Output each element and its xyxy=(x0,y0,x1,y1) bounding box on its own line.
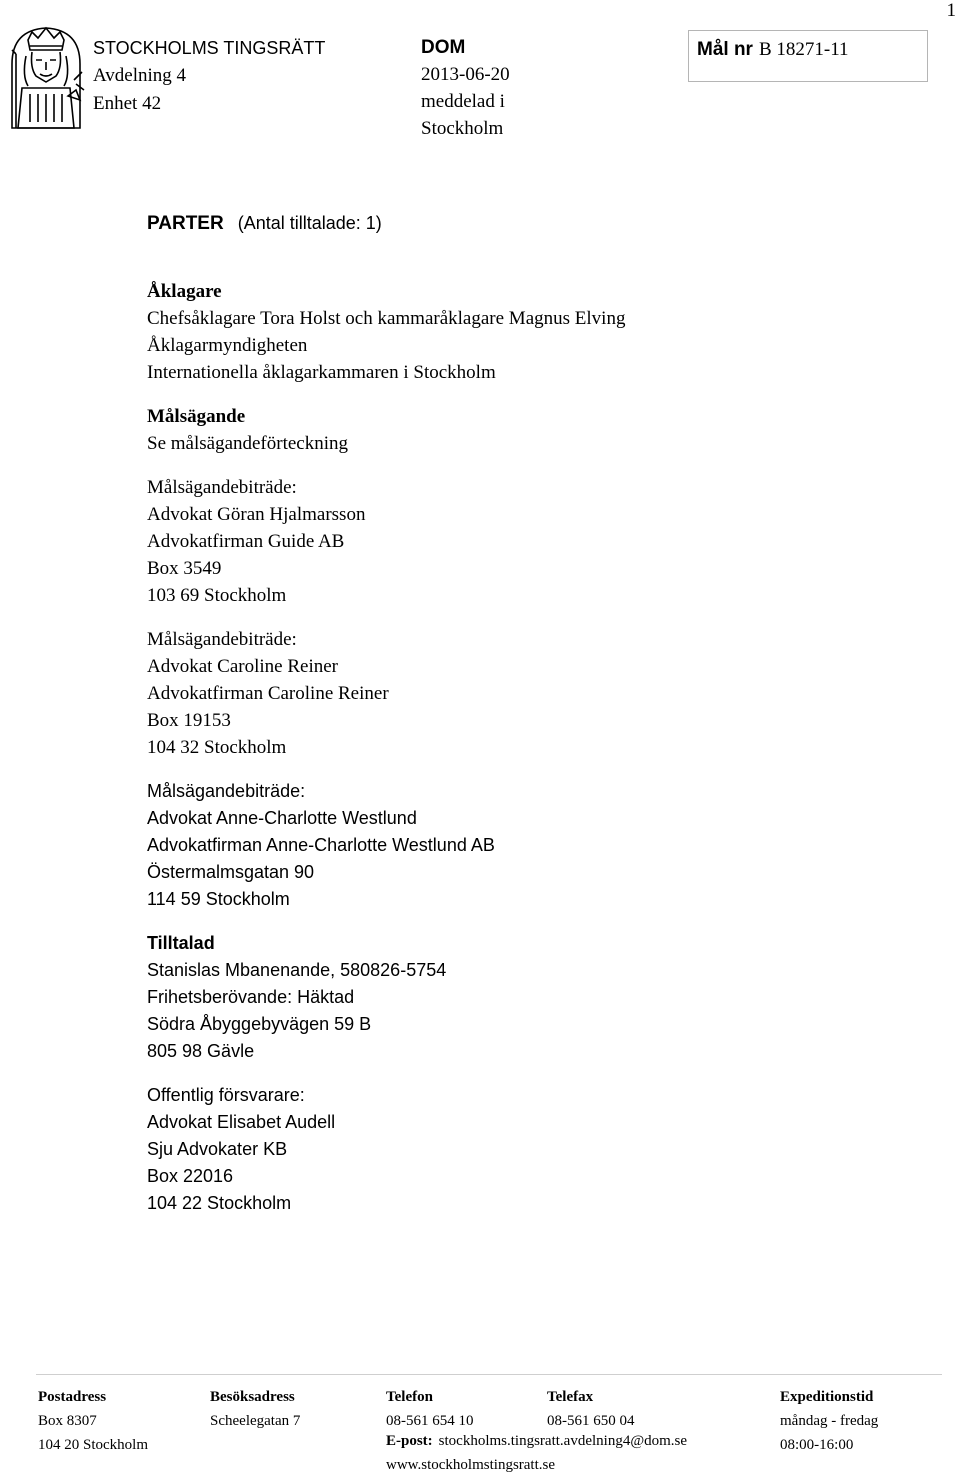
counsel-line: Advokatfirman Caroline Reiner xyxy=(147,683,389,704)
page-number: 1 xyxy=(946,0,956,21)
defender-block xyxy=(147,1082,907,1217)
counsel-block-1 xyxy=(147,474,907,609)
footer-email-link[interactable]: stockholms.tingsratt.avdelning4@dom.se xyxy=(438,1433,688,1449)
plaintiff-line: Se målsägandeförteckning xyxy=(147,433,349,454)
counsel-line: 103 69 Stockholm xyxy=(147,585,287,606)
case-number-box xyxy=(688,30,928,82)
footer-phone-number: 08-561 654 10 xyxy=(386,1413,474,1429)
defendant-heading: Tilltalad xyxy=(147,933,215,953)
counsel-line: Målsägandebiträde: xyxy=(147,781,306,801)
footer-postal xyxy=(38,1385,148,1457)
case-number: B 18271-11 xyxy=(758,39,849,60)
prosecutor-block xyxy=(147,278,907,386)
footer-visit-heading: Besöksadress xyxy=(210,1389,295,1405)
counsel-block-2 xyxy=(147,626,907,761)
counsel-line: Box 3549 xyxy=(147,558,222,579)
footer-fax-heading: Telefax xyxy=(547,1389,594,1405)
parties-heading-row xyxy=(147,213,382,235)
defendant-line: Frihetsberövande: Häktad xyxy=(147,987,355,1007)
footer-fax xyxy=(547,1385,635,1433)
footer-postal-heading: Postadress xyxy=(38,1389,107,1405)
defender-line: Offentlig försvarare: xyxy=(147,1085,305,1105)
counsel-line: Advokatfirman Anne-Charlotte Westlund AB xyxy=(147,835,495,855)
defendant-line: Stanislas Mbanenande, 580826-5754 xyxy=(147,960,447,980)
counsel-line: 114 59 Stockholm xyxy=(147,889,290,909)
plaintiff-block xyxy=(147,403,907,457)
defender-line: Advokat Elisabet Audell xyxy=(147,1112,336,1132)
footer-visit-line: Scheelegatan 7 xyxy=(210,1413,301,1429)
prosecutor-line: Chefsåklagare Tora Holst och kammaråklagare Magnus Elving xyxy=(147,308,626,329)
footer-hours-heading: Expeditionstid xyxy=(780,1389,874,1405)
court-unit: Enhet 42 xyxy=(93,93,162,114)
counsel-line: Advokat Anne-Charlotte Westlund xyxy=(147,808,417,828)
defender-line: 104 22 Stockholm xyxy=(147,1193,292,1213)
defendant-block xyxy=(147,930,907,1065)
counsel-line: Advokat Göran Hjalmarsson xyxy=(147,504,366,525)
plaintiff-heading: Målsägande xyxy=(147,406,246,427)
counsel-line: Målsägandebiträde: xyxy=(147,629,297,650)
counsel-line: Östermalmsgatan 90 xyxy=(147,862,315,882)
counsel-line: Box 19153 xyxy=(147,710,231,731)
counsel-line: Advokat Caroline Reiner xyxy=(147,656,339,677)
court-name: STOCKHOLMS TINGSRÄTT xyxy=(93,38,326,58)
footer-visit xyxy=(210,1385,300,1433)
footer-email-label: E-post: xyxy=(386,1433,433,1449)
case-number-label: Mål nr xyxy=(697,39,753,60)
footer-hours-time: 08:00-16:00 xyxy=(780,1437,854,1453)
document-header xyxy=(421,34,510,142)
court-division: Avdelning 4 xyxy=(93,65,187,86)
document-place: Stockholm xyxy=(421,118,504,139)
document-type: DOM xyxy=(421,37,466,58)
prosecutor-line: Internationella åklagarkammaren i Stockholm xyxy=(147,362,496,383)
court-header xyxy=(93,34,325,118)
defendant-count: (Antal tilltalade: 1) xyxy=(237,213,382,233)
defender-line: Box 22016 xyxy=(147,1166,234,1186)
prosecutor-heading: Åklagare xyxy=(147,281,222,302)
footer-postal-line: 104 20 Stockholm xyxy=(38,1437,149,1453)
prosecutor-line: Åklagarmyndigheten xyxy=(147,335,308,356)
footer-divider xyxy=(36,1374,942,1375)
footer-phone xyxy=(386,1385,474,1433)
footer-hours-days: måndag - fredag xyxy=(780,1413,879,1429)
counsel-line: 104 32 Stockholm xyxy=(147,737,287,758)
counsel-block-3 xyxy=(147,778,907,913)
footer-phone-heading: Telefon xyxy=(386,1389,433,1405)
court-emblem-logo xyxy=(4,24,88,132)
defendant-line: Södra Åbyggebyvägen 59 B xyxy=(147,1014,372,1034)
footer-hours xyxy=(780,1385,878,1457)
defendant-line: 805 98 Gävle xyxy=(147,1041,255,1061)
footer-website-link[interactable]: www.stockholmstingsratt.se xyxy=(386,1457,556,1473)
document-date: 2013-06-20 xyxy=(421,64,510,85)
footer-fax-number: 08-561 650 04 xyxy=(547,1413,635,1429)
parties-body xyxy=(147,278,907,1234)
counsel-line: Målsägandebiträde: xyxy=(147,477,297,498)
footer-postal-line: Box 8307 xyxy=(38,1413,97,1429)
document-issued: meddelad i xyxy=(421,91,505,112)
parties-heading: PARTER xyxy=(147,213,224,234)
footer-email-row xyxy=(386,1433,687,1450)
defender-line: Sju Advokater KB xyxy=(147,1139,288,1159)
counsel-line: Advokatfirman Guide AB xyxy=(147,531,345,552)
